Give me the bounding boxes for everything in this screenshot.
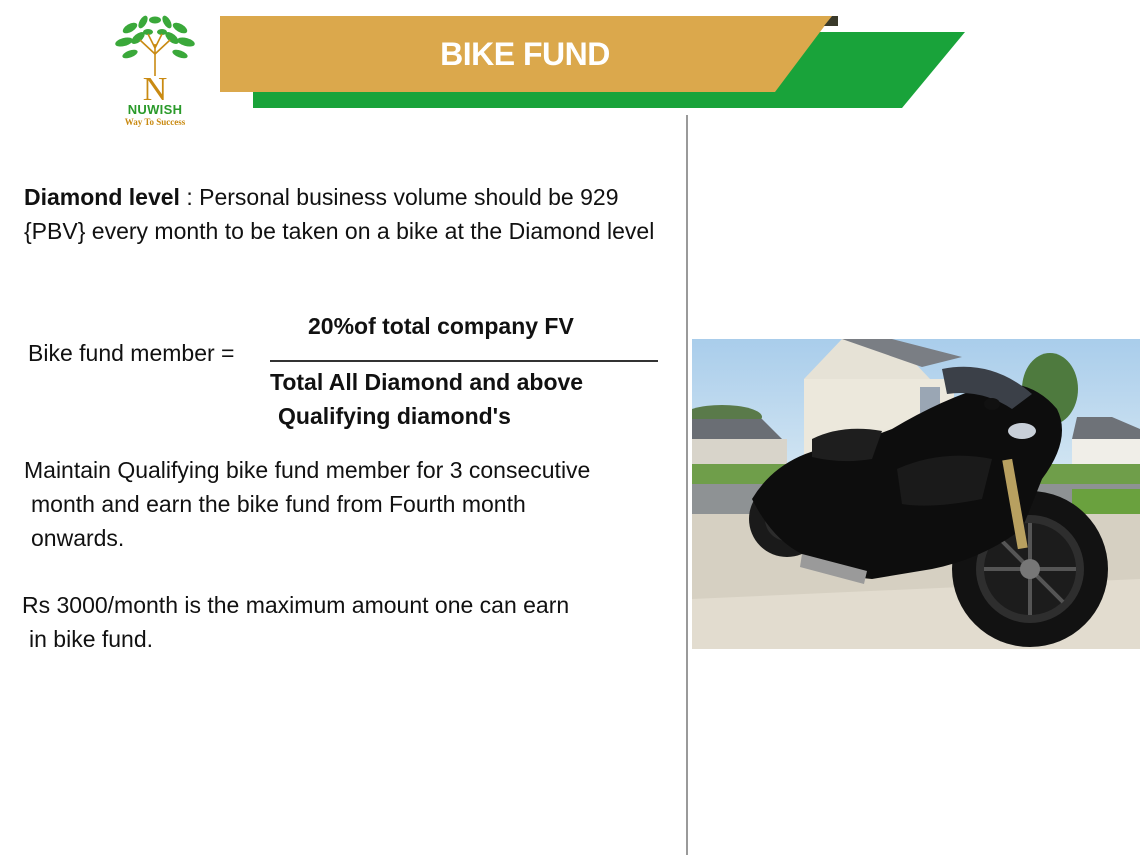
logo-tagline: Way To Success (124, 117, 186, 127)
motorcycle-photo (692, 339, 1140, 649)
tree-icon (110, 14, 200, 104)
maintain-line1: Maintain Qualifying bike fund member for 3 consecutive (24, 457, 591, 483)
formula-denominator-line2: Qualifying diamond's (278, 403, 511, 429)
formula-label: Bike fund member = (28, 340, 235, 366)
diamond-level-text: Personal business volume should be 929 {PBV} every month to be taken on a bike at the Diamond level (24, 184, 655, 244)
nuwish-logo (110, 14, 200, 126)
maintain-paragraph (24, 453, 684, 555)
vertical-divider (686, 115, 688, 855)
diamond-level-paragraph (24, 180, 684, 248)
max-line1: Rs 3000/month is the maximum amount one can earn (22, 592, 570, 618)
logo-name: NUWISH (127, 102, 183, 117)
page-title: BIKE FUND (440, 36, 610, 72)
maintain-line3: onwards. (31, 525, 125, 551)
svg-text:N: N (142, 71, 168, 104)
formula-numerator: 20%of total company FV (308, 313, 574, 339)
fraction-line (270, 360, 658, 362)
maintain-line2: month and earn the bike fund from Fourth month (31, 491, 526, 517)
max-amount-paragraph (22, 588, 682, 656)
formula-denominator-line1: Total All Diamond and above (270, 369, 584, 395)
motorcycle-icon (692, 339, 1140, 649)
diamond-level-separator: : (179, 184, 200, 210)
max-line2: in bike fund. (29, 626, 154, 652)
diamond-level-label: Diamond level (24, 184, 180, 210)
